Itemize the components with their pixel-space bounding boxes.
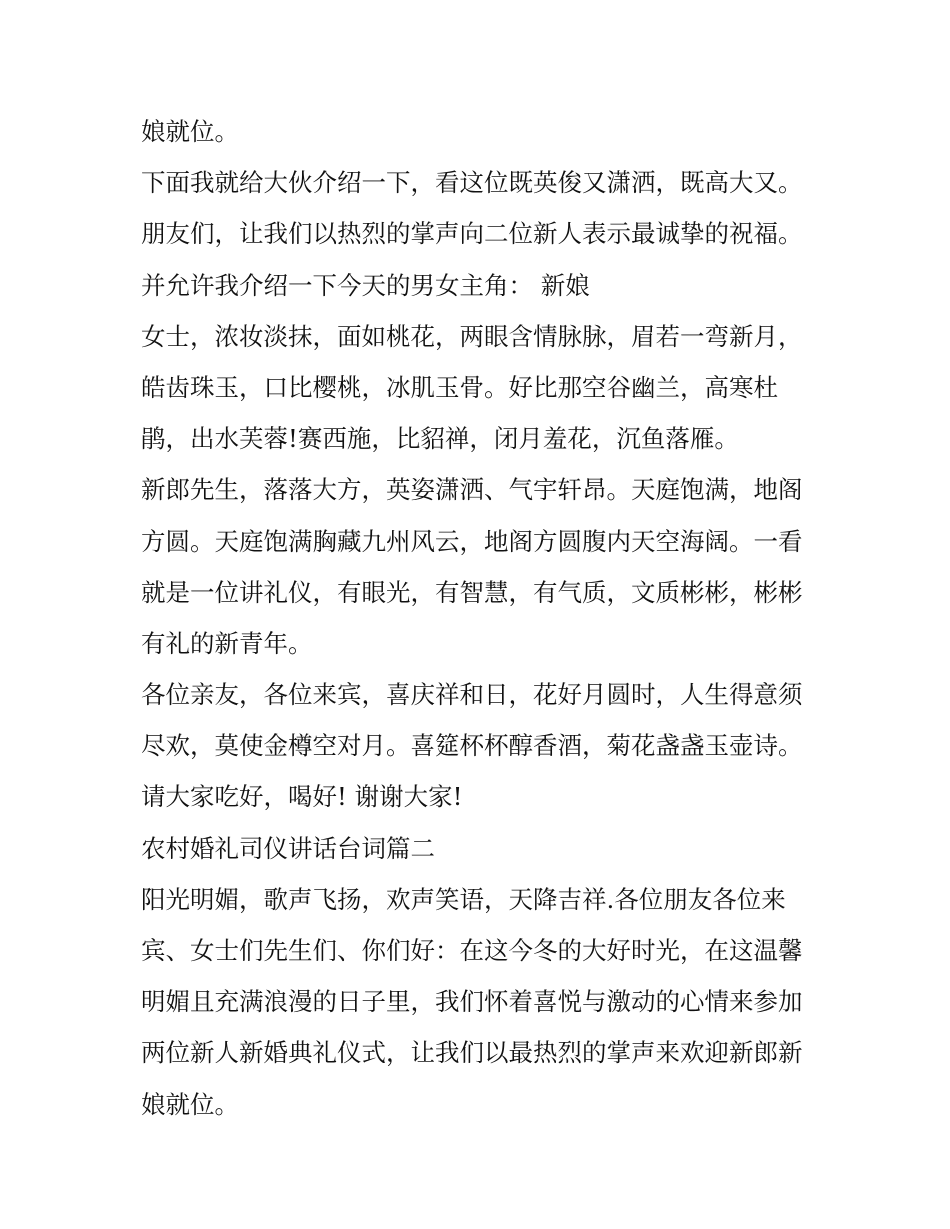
text-line: 方圆。天庭饱满胸藏九州风云，地阁方圆腹内天空海阔。一看 xyxy=(141,526,803,556)
text-line: 明媚且充满浪漫的日子里，我们怀着喜悦与激动的心情来参加 xyxy=(141,987,803,1017)
text-line: 宾、女士们先生们、你们好：在这今冬的大好时光，在这温馨 xyxy=(141,936,803,965)
text-line: 娘就位。 xyxy=(141,117,239,146)
text-line: 有礼的新青年。 xyxy=(141,628,313,658)
text-line: 请大家吃好，喝好! 谢谢大家! xyxy=(141,782,463,812)
text-line: 娘就位。 xyxy=(141,1089,239,1119)
text-line: 各位亲友，各位来宾，喜庆祥和日，花好月圆时，人生得意须 xyxy=(141,680,803,710)
text-line: 两位新人新婚典礼仪式，让我们以最热烈的掌声来欢迎新郎新 xyxy=(141,1038,803,1068)
text-line: 阳光明媚，歌声飞扬，欢声笑语，天降吉祥.各位朋友各位来 xyxy=(141,884,786,914)
text-line: 并允许我介绍一下今天的男女主角： 新娘 xyxy=(141,270,590,300)
text-line: 皓齿珠玉，口比樱桃，冰肌玉骨。好比那空谷幽兰，高寒杜 xyxy=(141,372,778,402)
text-line: 朋友们，让我们以热烈的掌声向二位新人表示最诚挚的祝福。 xyxy=(141,219,803,249)
text-line: 女士，浓妆淡抹，面如桃花，两眼含情脉脉，眉若一弯新月， xyxy=(141,321,803,351)
text-line: 鹃，出水芙蓉!赛西施，比貂禅，闭月羞花，沉鱼落雁。 xyxy=(141,424,739,454)
text-line: 新郎先生，落落大方，英姿潇洒、气宇轩昂。天庭饱满，地阁 xyxy=(141,475,803,505)
text-line: 就是一位讲礼仪，有眼光，有智慧，有气质，文质彬彬，彬彬 xyxy=(141,577,803,607)
text-line: 尽欢，莫使金樽空对月。喜筵杯杯醇香酒，菊花盏盏玉壶诗。 xyxy=(141,731,803,761)
text-line: 下面我就给大伙介绍一下，看这位既英俊又潇洒，既高大又。 xyxy=(141,168,803,198)
section-heading: 农村婚礼司仪讲话台词篇二 xyxy=(141,833,435,863)
document-body xyxy=(141,106,821,1130)
